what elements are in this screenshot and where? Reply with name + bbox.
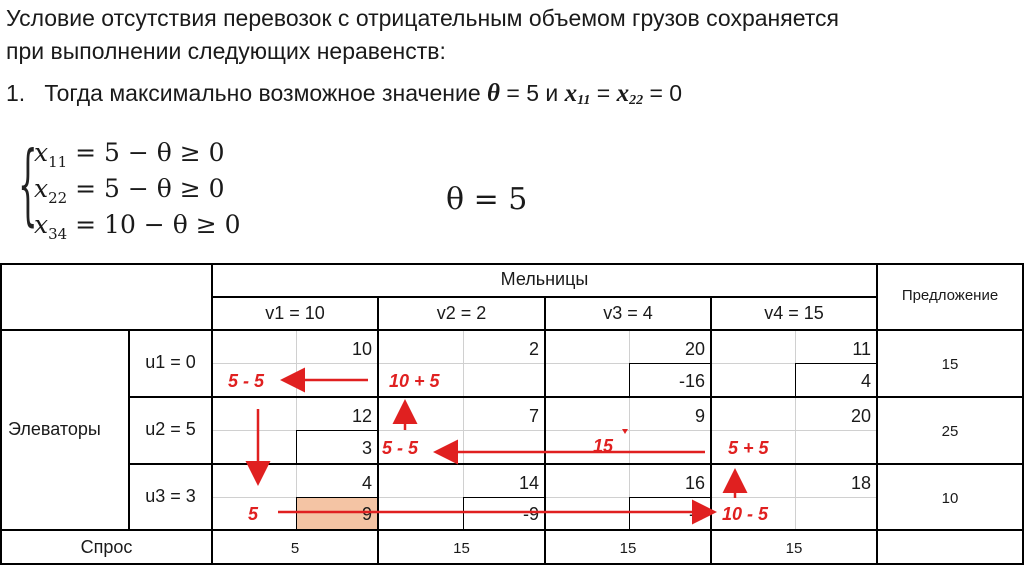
cost-2-4: 20 xyxy=(850,406,871,426)
small-red-tick xyxy=(622,429,628,434)
delta-1-3: -16 xyxy=(678,371,705,391)
theta-symbol: θ xyxy=(487,80,500,107)
intro-line-2: при выполнении следующих неравенств: xyxy=(6,38,446,64)
cycle-arrows xyxy=(0,263,1024,565)
demand-v3: 15 xyxy=(619,540,637,557)
alloc-1-2: 10 + 5 xyxy=(389,371,440,391)
inequality-1: $x_{11} = 5 - \theta \ge 0$ xyxy=(34,138,225,171)
system-brace: { xyxy=(18,132,38,235)
intro-text xyxy=(6,2,1016,68)
eq-end: = 0 xyxy=(649,80,683,106)
cost-1-2: 2 xyxy=(528,339,539,359)
delta-3-3: -9 xyxy=(688,504,705,524)
list-item-1 xyxy=(6,78,682,116)
cost-1-1: 10 xyxy=(351,339,372,359)
cost-1-4: 11 xyxy=(852,339,871,359)
column-v1: v1 = 10 xyxy=(265,303,325,323)
delta-1-4: 4 xyxy=(860,371,871,391)
transport-table xyxy=(0,263,1024,565)
intro-line-1: Условие отсутствия перевозок с отрицательным объемом грузов сохраняется xyxy=(6,5,839,31)
x22-base: x xyxy=(616,80,630,107)
inequality-2: $x_{22} = 5 - \theta \ge 0$ xyxy=(34,174,225,207)
cost-3-1: 4 xyxy=(361,473,372,493)
demand-v2: 15 xyxy=(453,540,470,557)
inequality-3: $x_{34} = 10 - \theta \ge 0$ xyxy=(34,210,241,243)
alloc-1-1: 5 - 5 xyxy=(228,371,265,391)
row-label-u3: u3 = 3 xyxy=(145,486,196,506)
alloc-3-4: 10 - 5 xyxy=(722,504,769,524)
item-text-mid: = 5 и xyxy=(506,80,559,106)
item-number: 1. xyxy=(6,80,26,106)
cost-3-4: 18 xyxy=(850,473,871,493)
eq-sign: = xyxy=(596,80,611,106)
cost-3-3: 16 xyxy=(684,473,705,493)
demand-v4: 15 xyxy=(785,540,803,557)
column-v4: v4 = 15 xyxy=(764,303,824,323)
demand-label: Спрос xyxy=(80,537,133,557)
cost-2-1: 12 xyxy=(351,406,372,426)
column-v2: v2 = 2 xyxy=(436,303,487,323)
alloc-3-1: 5 xyxy=(248,504,259,524)
cost-2-2: 7 xyxy=(528,406,539,426)
alloc-2-2: 5 - 5 xyxy=(382,438,419,458)
cost-1-3: 20 xyxy=(684,339,705,359)
alloc-2-3: 15 xyxy=(593,436,614,456)
theta-result: θ = 5 xyxy=(446,182,528,217)
supply-u3: 10 xyxy=(941,490,959,507)
cost-2-3: 9 xyxy=(694,406,705,426)
supply-header: Предложение xyxy=(901,287,999,304)
demand-v1: 5 xyxy=(290,540,300,557)
item-text-before: Тогда максимально возможное значение xyxy=(44,80,481,106)
row-group-label: Элеваторы xyxy=(8,419,101,439)
x11-base: x xyxy=(564,80,578,107)
delta-3-2: -9 xyxy=(522,504,539,524)
column-v3: v3 = 4 xyxy=(603,303,653,323)
supply-u1: 15 xyxy=(941,356,959,373)
row-label-u1: u1 = 0 xyxy=(145,352,196,372)
x11-sub: 11 xyxy=(577,93,591,108)
delta-3-1: 9 xyxy=(361,504,372,524)
x22-sub: 22 xyxy=(629,93,644,108)
row-label-u2: u2 = 5 xyxy=(145,419,196,439)
delta-2-1: 3 xyxy=(361,438,372,458)
cost-3-2: 14 xyxy=(518,473,539,493)
alloc-2-4: 5 + 5 xyxy=(728,438,769,458)
supply-u2: 25 xyxy=(941,423,959,440)
mills-header: Мельницы xyxy=(500,269,589,289)
